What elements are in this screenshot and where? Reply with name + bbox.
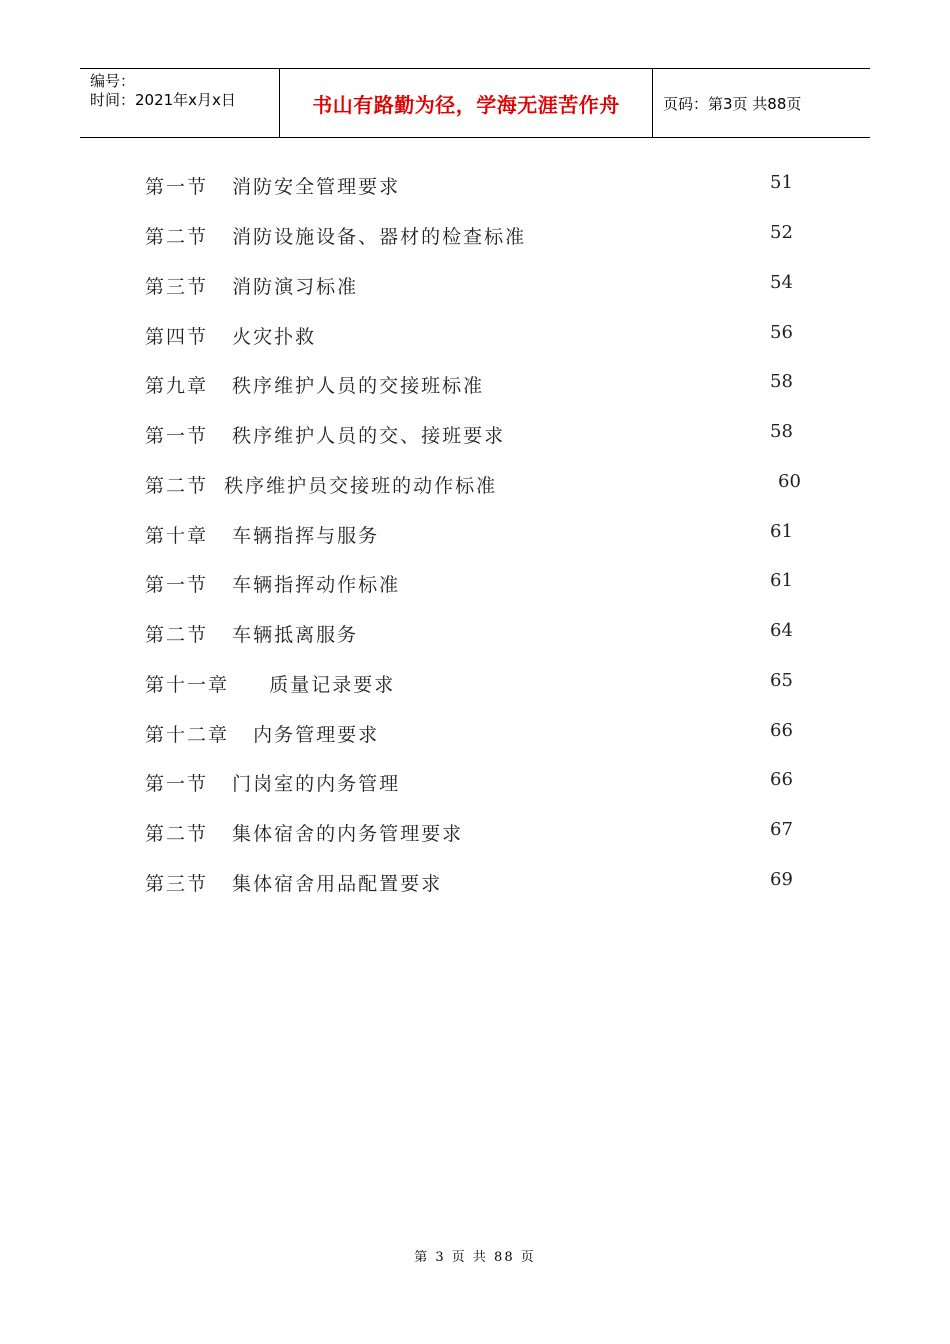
- toc-entry-page: 51: [770, 172, 793, 193]
- toc-entry-page: 65: [770, 670, 793, 691]
- toc-entry[interactable]: [0, 172, 950, 202]
- header-motto: 书山有路勤为径，学海无涯苦作舟: [280, 69, 653, 137]
- toc-entry[interactable]: [0, 521, 950, 551]
- header-page-info: 页码：第3页 共88页: [663, 94, 802, 113]
- toc-entry[interactable]: [0, 272, 950, 302]
- toc-entry-page: 56: [770, 322, 793, 343]
- toc-entry[interactable]: [0, 371, 950, 401]
- toc-entry-title: 第一节 门岗室的内务管理: [145, 773, 401, 795]
- toc-entry[interactable]: [0, 670, 950, 700]
- toc-entry-page: 64: [770, 620, 793, 641]
- toc-entry[interactable]: [0, 222, 950, 252]
- toc-entry[interactable]: [0, 570, 950, 600]
- toc-entry-page: 54: [770, 272, 793, 293]
- toc-entry-title: 第九章 秩序维护人员的交接班标准: [145, 375, 485, 397]
- toc-entry-page: 58: [770, 421, 793, 442]
- toc-entry[interactable]: [0, 869, 950, 899]
- toc-entry-page: 52: [770, 222, 793, 243]
- page-footer: 第 3 页 共 88 页: [414, 1250, 536, 1265]
- toc-entry-title: 第一节 秩序维护人员的交、接班要求: [145, 425, 506, 447]
- toc-entry-page: 67: [770, 819, 793, 840]
- toc-entry-title: 第二节 秩序维护员交接班的动作标准: [145, 475, 498, 497]
- toc-entry-title: 第二节 车辆抵离服务: [145, 624, 359, 646]
- toc-entry-title: 第二节 集体宿舍的内务管理要求: [145, 823, 464, 845]
- toc-entry-title: 第一节 车辆指挥动作标准: [145, 574, 401, 596]
- toc-entry[interactable]: [0, 471, 950, 501]
- document-number: 编号：: [90, 72, 136, 90]
- toc-entry-title: 第二节 消防设施设备、器材的检查标准: [145, 226, 527, 248]
- toc-entry-page: 61: [770, 521, 793, 542]
- toc-entry-title: 第十二章 内务管理要求: [145, 724, 380, 746]
- toc-entry[interactable]: [0, 769, 950, 799]
- toc-entry[interactable]: [0, 620, 950, 650]
- toc-entry[interactable]: [0, 819, 950, 849]
- document-date: 时间：2021年x月x日: [90, 91, 236, 109]
- toc-entry-page: 58: [770, 371, 793, 392]
- toc-entry-page: 66: [770, 720, 793, 741]
- toc-entry-title: 第四节 火灾扑救: [145, 326, 317, 348]
- toc-entry-title: 第十一章 质量记录要求: [145, 674, 396, 696]
- toc-entry-page: 69: [770, 869, 793, 890]
- toc-entry-page: 60: [778, 471, 801, 492]
- toc-entry-title: 第十章 车辆指挥与服务: [145, 525, 380, 547]
- page-header: [80, 68, 870, 138]
- toc-entry-title: 第三节 消防演习标准: [145, 276, 359, 298]
- toc-entry-title: 第一节 消防安全管理要求: [145, 176, 401, 198]
- toc-entry[interactable]: [0, 720, 950, 750]
- toc-entry-page: 66: [770, 769, 793, 790]
- toc-entry[interactable]: [0, 322, 950, 352]
- toc-entry-title: 第三节 集体宿舍用品配置要求: [145, 873, 443, 895]
- toc-entry-page: 61: [770, 570, 793, 591]
- header-meta: [80, 69, 280, 137]
- toc-entry[interactable]: [0, 421, 950, 451]
